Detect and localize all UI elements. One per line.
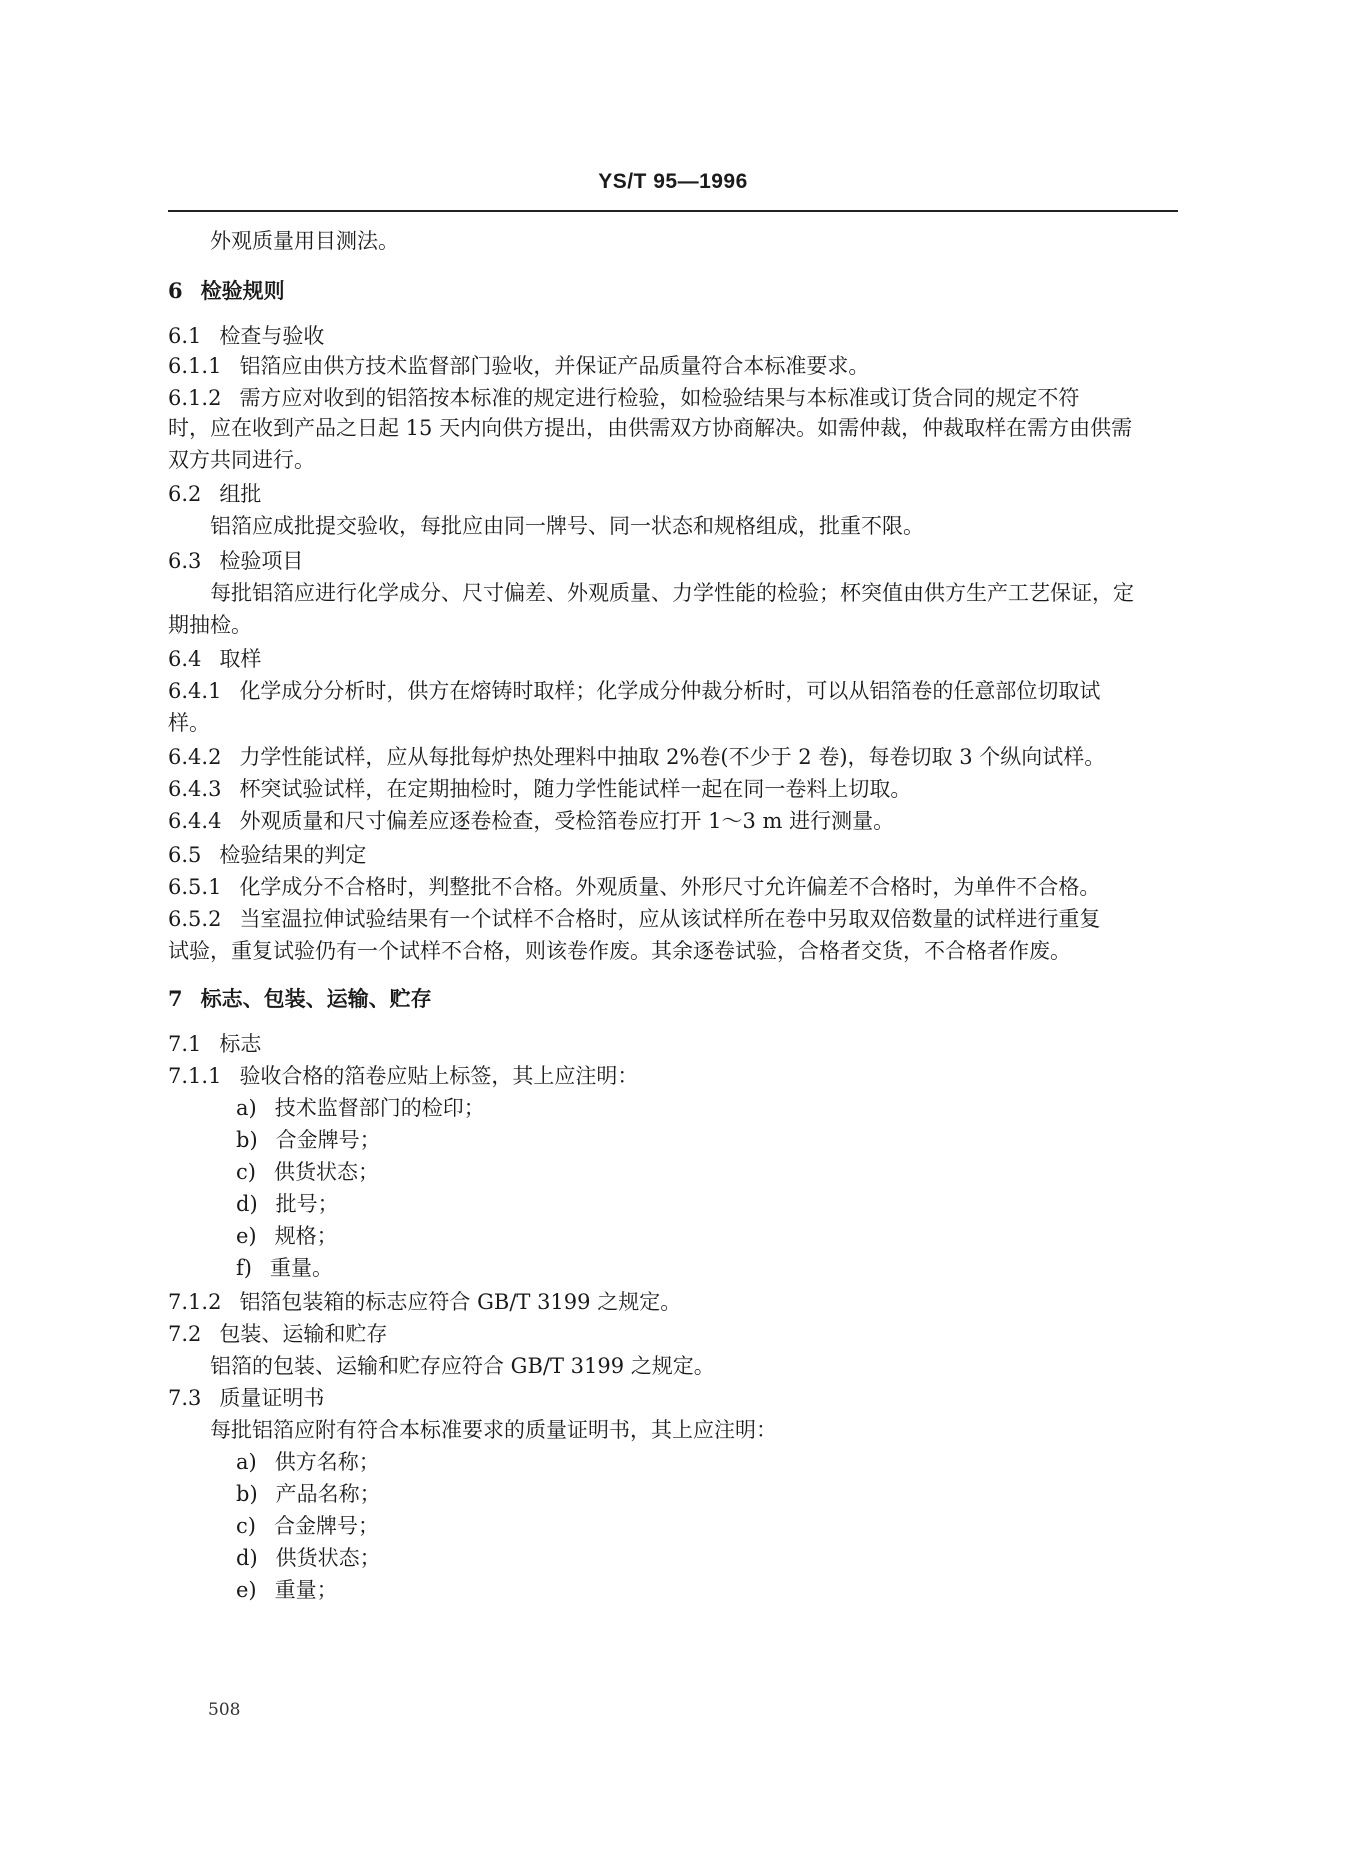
clause-text: 化学成分不合格时，判整批不合格。外观质量、外形尺寸允许偏差不合格时，为单件不合格。	[239, 875, 1101, 899]
text-line	[168, 706, 210, 740]
clause-number: b)	[236, 1482, 258, 1506]
clause-text: 每批铝箔应进行化学成分、尺寸偏差、外观质量、力学性能的检验；杯突值由供方生产工艺保证，定	[210, 581, 1134, 605]
text-line	[168, 772, 911, 806]
text-line	[168, 274, 285, 308]
clause-number: 6.1	[168, 324, 202, 348]
text-line	[210, 576, 1134, 610]
clause-number: 7.1	[168, 1032, 202, 1056]
clause-text: 检验结果的判定	[219, 843, 367, 867]
clause-text: 产品名称；	[275, 1482, 381, 1506]
clause-text: 化学成分分析时，供方在熔铸时取样；化学成分仲裁分析时，可以从铝箔卷的任意部位切取试	[239, 679, 1101, 703]
text-line	[236, 1509, 379, 1543]
clause-text: 检验规则	[200, 278, 285, 303]
text-line	[168, 1317, 387, 1351]
clause-text: 铝箔应由供方技术监督部门验收，并保证产品质量符合本标准要求。	[239, 354, 870, 378]
text-line	[210, 509, 924, 543]
text-line	[168, 544, 303, 578]
text-line	[168, 934, 1071, 968]
text-line	[168, 1027, 261, 1061]
clause-number: 7	[168, 986, 183, 1011]
clause-number: 6.2	[168, 482, 202, 506]
clause-text: 组批	[219, 482, 262, 506]
clause-text: 力学性能试样，应从每批每炉热处理料中抽取 2%卷(不少于 2 卷)，每卷切取 3 个纵向试样。	[239, 745, 1106, 769]
clause-number: 6.1.2	[168, 386, 222, 410]
clause-text: 合金牌号；	[275, 1128, 381, 1152]
text-line	[168, 349, 869, 383]
clause-text: 时，应在收到产品之日起 15 天内向供方提出，由供需双方协商解决。如需仲裁，仲裁取样在需方由供需	[168, 416, 1133, 440]
clause-number: 7.1.1	[168, 1064, 222, 1088]
text-line	[168, 443, 315, 477]
text-line	[168, 477, 261, 511]
clause-number: c)	[236, 1160, 256, 1184]
clause-number: 6.4.4	[168, 809, 222, 833]
text-line	[168, 608, 252, 642]
clause-number: 6.4.3	[168, 777, 222, 801]
clause-text: 批号；	[275, 1192, 339, 1216]
clause-text: 供货状态；	[273, 1160, 379, 1184]
text-line	[236, 1091, 485, 1125]
clause-number: e)	[236, 1224, 257, 1248]
clause-number: 6.5.1	[168, 875, 222, 899]
text-line	[236, 1187, 339, 1221]
page-number: 508	[208, 1700, 241, 1720]
text-line	[168, 1059, 638, 1093]
clause-number: 6.5.2	[168, 907, 222, 931]
clause-text: 铝箔包装箱的标志应符合 GB/T 3199 之规定。	[239, 1290, 682, 1314]
clause-number: c)	[236, 1514, 256, 1538]
clause-text: 合金牌号；	[273, 1514, 379, 1538]
clause-number: a)	[236, 1450, 257, 1474]
clause-text: 供货状态；	[275, 1546, 381, 1570]
clause-text: 重量；	[274, 1578, 338, 1602]
clause-text: 外观质量和尺寸偏差应逐卷检查，受检箔卷应打开 1～3 m 进行测量。	[239, 809, 895, 833]
clause-number: 6.1.1	[168, 354, 222, 378]
clause-text: 供方名称；	[274, 1450, 380, 1474]
clause-number: 6.4.1	[168, 679, 222, 703]
text-line	[168, 982, 432, 1016]
text-line	[236, 1251, 333, 1285]
text-line	[236, 1155, 379, 1189]
clause-text: 需方应对收到的铝箔按本标准的规定进行检验，如检验结果与本标准或订货合同的规定不符	[239, 386, 1080, 410]
clause-text: 试验，重复试验仍有一个试样不合格，则该卷作废。其余逐卷试验，合格者交货，不合格者作废。	[168, 939, 1071, 963]
clause-number: 7.1.2	[168, 1290, 222, 1314]
text-line	[236, 1477, 381, 1511]
clause-text: 杯突试验试样，在定期抽检时，随力学性能试样一起在同一卷料上切取。	[239, 777, 912, 801]
clause-number: e)	[236, 1578, 257, 1602]
clause-text: 验收合格的箔卷应贴上标签，其上应注明：	[239, 1064, 639, 1088]
clause-text: 检查与验收	[219, 324, 325, 348]
text-line	[168, 1285, 681, 1319]
clause-number: f)	[236, 1256, 252, 1280]
clause-text: 每批铝箔应附有符合本标准要求的质量证明书，其上应注明：	[210, 1418, 777, 1442]
clause-text: 外观质量用目测法。	[210, 229, 399, 253]
clause-number: 7.2	[168, 1322, 202, 1346]
clause-text: 铝箔应成批提交验收，每批应由同一牌号、同一状态和规格组成，批重不限。	[210, 514, 924, 538]
clause-number: 6.5	[168, 843, 202, 867]
clause-text: 质量证明书	[219, 1386, 325, 1410]
clause-text: 技术监督部门的检印；	[274, 1096, 485, 1120]
text-line	[168, 642, 261, 676]
clause-text: 标志	[219, 1032, 262, 1056]
text-line	[168, 870, 1100, 904]
clause-number: 6	[168, 278, 183, 303]
clause-text: 包装、运输和贮存	[219, 1322, 388, 1346]
text-line	[210, 1413, 777, 1447]
text-line	[236, 1573, 338, 1607]
clause-text: 标志、包装、运输、贮存	[200, 986, 432, 1011]
text-line	[168, 381, 1079, 415]
clause-number: d)	[236, 1546, 258, 1570]
text-line	[168, 804, 894, 838]
clause-number: b)	[236, 1128, 258, 1152]
clause-number: 6.4	[168, 647, 202, 671]
text-line	[236, 1541, 381, 1575]
clause-text: 检验项目	[219, 549, 304, 573]
text-line	[236, 1445, 380, 1479]
text-line	[168, 1381, 324, 1415]
text-line	[168, 674, 1100, 708]
text-line	[168, 411, 1132, 445]
clause-text: 重量。	[269, 1256, 333, 1280]
text-line	[168, 740, 1105, 774]
clause-number: d)	[236, 1192, 258, 1216]
text-line	[168, 838, 366, 872]
text-line	[236, 1219, 338, 1253]
clause-text: 铝箔的包装、运输和贮存应符合 GB/T 3199 之规定。	[210, 1354, 715, 1378]
clause-number: 7.3	[168, 1386, 202, 1410]
clause-number: 6.3	[168, 549, 202, 573]
clause-text: 当室温拉伸试验结果有一个试样不合格时，应从该试样所在卷中另取双倍数量的试样进行重复	[239, 907, 1101, 931]
text-line	[168, 902, 1100, 936]
clause-number: a)	[236, 1096, 257, 1120]
text-line	[210, 224, 399, 258]
header-rule	[168, 210, 1178, 212]
standard-code-header: YS/T 95—1996	[598, 170, 748, 193]
text-line	[210, 1349, 715, 1383]
clause-text: 取样	[219, 647, 262, 671]
text-line	[168, 319, 324, 353]
clause-text: 期抽检。	[168, 613, 252, 637]
clause-text: 双方共同进行。	[168, 448, 315, 472]
text-line	[236, 1123, 381, 1157]
clause-text: 规格；	[274, 1224, 338, 1248]
clause-text: 样。	[168, 711, 210, 735]
clause-number: 6.4.2	[168, 745, 222, 769]
